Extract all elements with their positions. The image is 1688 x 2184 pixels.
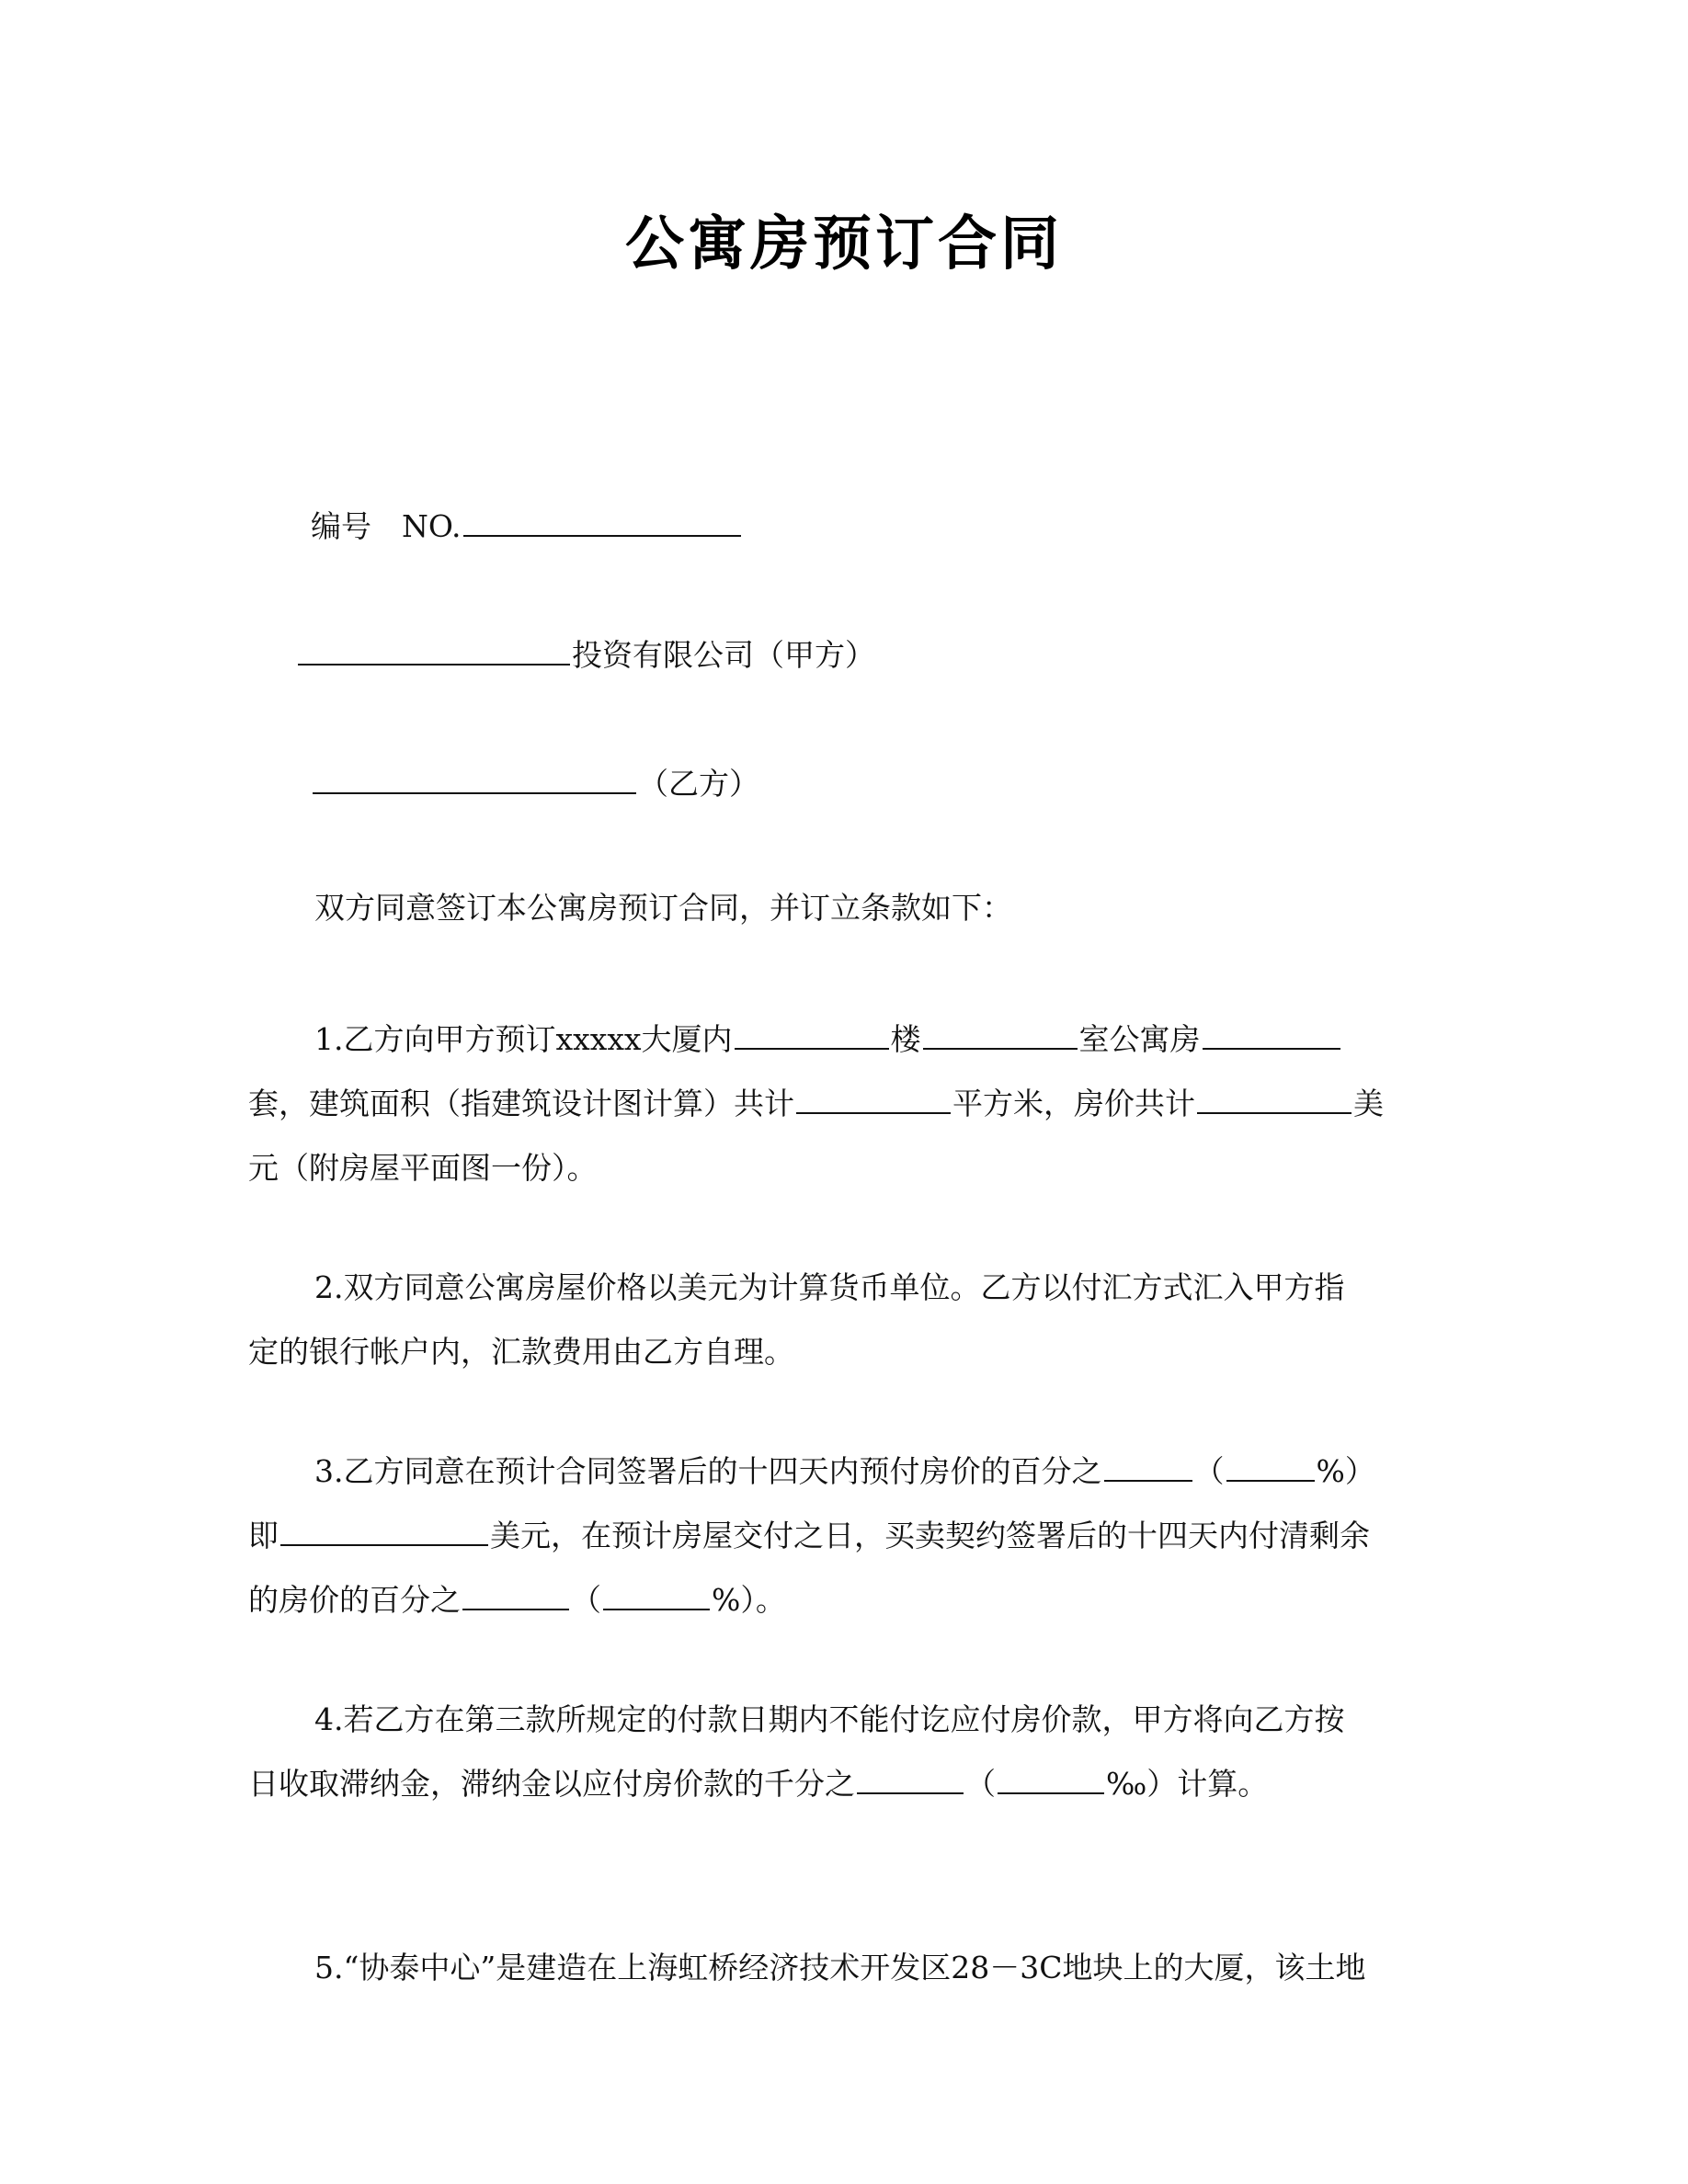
- clause-2: [248, 1256, 1418, 1384]
- clause-1-text-e: 平方米，房价共计: [952, 1086, 1195, 1121]
- clause-1-text-b: 楼: [890, 1021, 921, 1057]
- party-a-label: 投资有限公司（甲方）: [572, 637, 875, 673]
- party-a-name-blank[interactable]: [298, 631, 570, 665]
- clause-2-row-1: 2.双方同意公寓房屋价格以美元为计算货币单位。乙方以付汇方式汇入甲方指: [314, 1269, 1345, 1305]
- clause-4-permille-words-blank[interactable]: [857, 1759, 964, 1794]
- clause-1-text-c: 室公寓房: [1078, 1021, 1201, 1057]
- clause-3-percent-words-blank[interactable]: [1104, 1447, 1192, 1482]
- clause-3-text-f: 的房价的百分之: [248, 1582, 461, 1618]
- intro-text: 双方同意签订本公寓房预订合同，并订立条款如下：: [314, 890, 1012, 926]
- clause-1-row-3: 元（附房屋平面图一份）。: [248, 1150, 598, 1186]
- clause-3-remaining-percent-blank[interactable]: [603, 1575, 710, 1610]
- clause-1-row-1: [248, 1007, 1418, 1072]
- contract-number-line: [311, 502, 743, 549]
- clause-1-row-2: [248, 1072, 1418, 1136]
- clause-3-percent-blank[interactable]: [1226, 1447, 1315, 1482]
- clause-3-amount-blank[interactable]: [280, 1511, 488, 1546]
- party-b-line: [311, 759, 759, 806]
- clause-4-text-a: 日收取滞纳金，滞纳金以应付房价款的千分之: [248, 1766, 855, 1802]
- party-b-name-blank[interactable]: [313, 759, 636, 794]
- clause-1-area-blank[interactable]: [796, 1079, 951, 1114]
- clause-3-remaining-words-blank[interactable]: [462, 1575, 569, 1610]
- contract-number-label: 编号 NO.: [311, 508, 462, 544]
- clause-3-row-1: [248, 1439, 1418, 1504]
- clause-4-text-b: （: [965, 1766, 996, 1802]
- document-title: 公寓房预订合同: [625, 210, 1063, 279]
- clause-3-text-b: （: [1193, 1453, 1225, 1489]
- clause-4: [248, 1688, 1418, 1816]
- clause-1-text-a: 1.乙方向甲方预订xxxxx大厦内: [314, 1021, 733, 1057]
- clause-1-room-blank[interactable]: [923, 1015, 1078, 1050]
- clause-1-units-blank[interactable]: [1203, 1015, 1340, 1050]
- clause-3-text-h: %）。: [712, 1582, 786, 1618]
- clause-4-permille-blank[interactable]: [998, 1759, 1104, 1794]
- clause-1: [248, 1007, 1418, 1200]
- clause-4-text-c: ‰）计算。: [1106, 1766, 1269, 1802]
- clause-3: [248, 1439, 1418, 1632]
- clause-3-text-d: 即: [248, 1518, 279, 1553]
- clause-5-row-1: 5.“协泰中心”是建造在上海虹桥经济技术开发区28－3C地块上的大厦，该土地: [314, 1950, 1366, 1985]
- clause-4-row-2: [248, 1752, 1418, 1816]
- clause-3-text-g: （: [571, 1582, 601, 1618]
- clause-1-building-blank[interactable]: [735, 1015, 889, 1050]
- clause-2-row-2: 定的银行帐户内，汇款费用由乙方自理。: [248, 1334, 794, 1370]
- clause-3-text-a: 3.乙方同意在预计合同签署后的十四天内预付房价的百分之: [314, 1453, 1102, 1489]
- clause-3-text-e: 美元，在预计房屋交付之日，买卖契约签署后的十四天内付清剩余: [490, 1518, 1370, 1553]
- party-a-line: [296, 631, 875, 677]
- clause-3-row-3: [248, 1568, 1418, 1632]
- clause-1-text-f: 美: [1353, 1086, 1384, 1121]
- clause-5: [248, 1936, 1418, 2000]
- clause-1-price-blank[interactable]: [1197, 1079, 1352, 1114]
- clause-3-row-2: [248, 1504, 1418, 1568]
- clause-1-text-d: 套，建筑面积（指建筑设计图计算）共计: [248, 1086, 794, 1121]
- clause-3-text-c: %）: [1316, 1453, 1375, 1489]
- contract-number-blank[interactable]: [463, 502, 741, 537]
- clause-4-row-1: 4.若乙方在第三款所规定的付款日期内不能付讫应付房价款，甲方将向乙方按: [314, 1701, 1345, 1737]
- party-b-label: （乙方）: [638, 766, 759, 802]
